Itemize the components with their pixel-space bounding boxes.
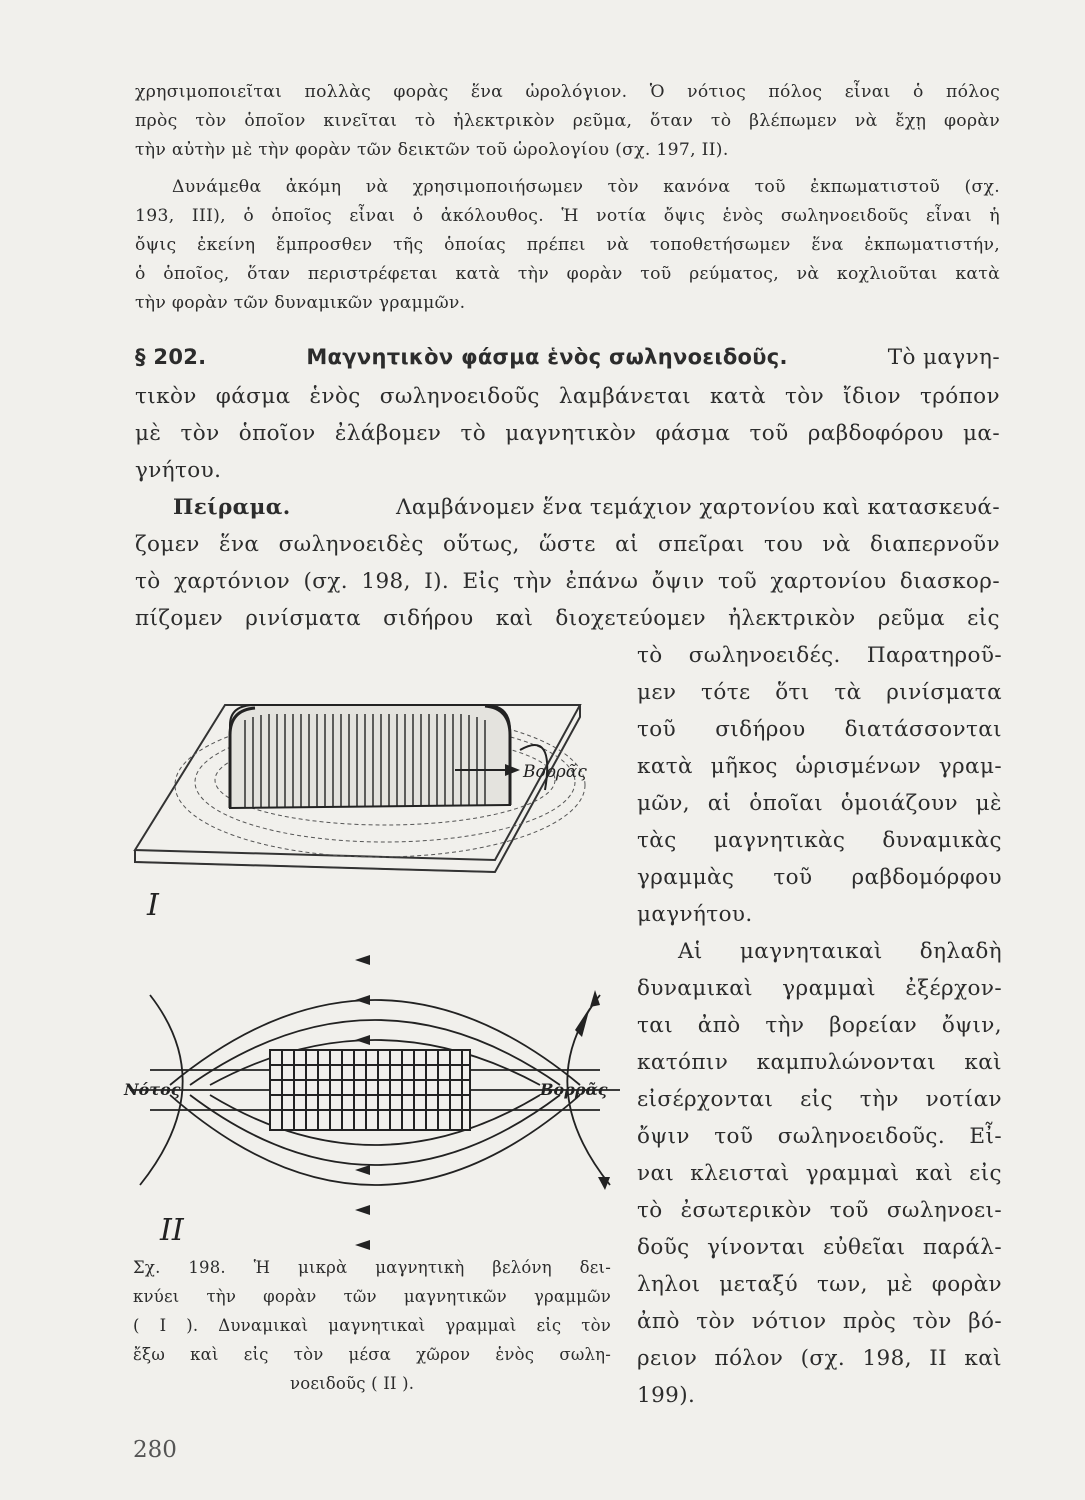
text-line: ναι κλεισταὶ γραμμαὶ καὶ εἰς bbox=[637, 1161, 1002, 1186]
text-line: τὴν αὐτὴν μὲ τὴν φορὰν τῶν δεικτῶν τοῦ ὡρολογίου (σχ. 197, II). bbox=[135, 140, 729, 160]
text-line: τὸ ἐσωτερικὸν τοῦ σωληνοει- bbox=[637, 1198, 1002, 1223]
text-line: ὁ ὁποῖος, ὅταν περιστρέφεται κατὰ τὴν φορὰν τοῦ ρεύματος, νὰ κοχλιοῦται κατὰ bbox=[135, 264, 1000, 284]
text-line: δοῦς γίνονται εὐθεῖαι παράλ- bbox=[637, 1235, 1002, 1260]
caption-line: νοειδοῦς ( II ). bbox=[290, 1374, 415, 1393]
caption-line: ἔξω καὶ εἰς τὸν μέσα χῶρον ἑνὸς σωλη- bbox=[133, 1345, 611, 1364]
text-line: γραμμὰς τοῦ ραβδομόρφου bbox=[637, 865, 1002, 890]
text-line: μαγνήτου. bbox=[637, 902, 753, 927]
experiment-first-line bbox=[173, 495, 1000, 520]
text-line: ληλοι μεταξύ των, μὲ φορὰν bbox=[637, 1272, 1002, 1297]
figure-solenoid-cardboard bbox=[125, 690, 630, 930]
section-heading-line bbox=[135, 345, 1000, 370]
text-line: Δυνάμεθα ἀκόμη νὰ χρησιμοποιήσωμεν τὸν κανόνα τοῦ ἐκπωματιστοῦ (σχ. bbox=[172, 177, 1000, 197]
text-line: ὄψιν τοῦ σωληνοειδοῦς. Εἶ- bbox=[637, 1124, 1002, 1149]
text-line: πρὸς τὸν ὁποῖον κινεῖται τὸ ἠλεκτρικὸν ρεῦμα, ὅταν τὸ βλέπωμεν νὰ ἔχῃ φορὰν bbox=[135, 111, 1000, 131]
text-line: Λαμβάνομεν ἕνα τεμάχιον χαρτονίου καὶ κατασκευά- bbox=[395, 495, 1000, 520]
text-line: δυναμικαὶ γραμμαὶ ἐξέρχον- bbox=[637, 976, 1002, 1001]
label-north-top: Βορρᾶς bbox=[523, 762, 587, 782]
text-line: τὴν φορὰν τῶν δυναμικῶν γραμμῶν. bbox=[135, 293, 466, 313]
caption-line: ( I ). Δυναμικαὶ μαγνητικαὶ γραμμαὶ εἰς τὸν bbox=[133, 1316, 611, 1335]
text-line: κατόπιν καμπυλώνονται καὶ bbox=[637, 1050, 1002, 1075]
section-title: Μαγνητικὸν φάσμα ἑνὸς σωληνοειδοῦς. bbox=[306, 345, 788, 369]
text-line: μεν τότε ὅτι τὰ ρινίσματα bbox=[637, 680, 1002, 705]
north-arrow-head bbox=[505, 764, 520, 776]
section-number: § 202. bbox=[135, 345, 207, 369]
text-line: χρησιμοποιεῖται πολλὰς φορὰς ἕνα ὡρολόγιον. Ὁ νότιος πόλος εἶναι ὁ πόλος bbox=[135, 82, 1000, 102]
text-line: πίζομεν ρινίσματα σιδήρου καὶ διοχετεύομεν ἠλεκτρικὸν ρεῦμα εἰς bbox=[135, 606, 1000, 631]
text-line: Αἱ μαγνηταικαὶ δηλαδὴ bbox=[678, 939, 1002, 964]
label-north: Βορρᾶς bbox=[540, 1080, 608, 1099]
text-line: ὄψις ἐκείνη ἔμπροσθεν τῆς ὁποίας πρέπει νὰ τοποθετήσωμεν ἕνα ἐκπωματιστήν, bbox=[135, 235, 1000, 255]
figure-field-lines bbox=[120, 955, 630, 1255]
text-line: τικὸν φάσμα ἑνὸς σωληνοειδοῦς λαμβάνεται κατὰ τὸν ἴδιον τρόπον bbox=[135, 384, 1000, 409]
solenoid-grid bbox=[270, 1050, 470, 1130]
page-number: 280 bbox=[133, 1437, 177, 1463]
text-line: τὰς μαγνητικὰς δυναμικὰς bbox=[637, 828, 1002, 853]
text-line: τοῦ σιδήρου διατάσσονται bbox=[637, 717, 1002, 742]
experiment-label: Πείραμα. bbox=[173, 495, 291, 520]
text-line: 199). bbox=[637, 1383, 696, 1408]
text-line: ἀπὸ τὸν νότιον πρὸς τὸν βό- bbox=[637, 1309, 1002, 1334]
text-line: τὸ χαρτόνιον (σχ. 198, I). Εἰς τὴν ἐπάνω ὄψιν τοῦ χαρτονίου διασκορ- bbox=[135, 569, 1000, 594]
text-line: τὸ σωληνοειδές. Παρατηροῦ- bbox=[637, 643, 1002, 668]
text-line: μῶν, αἱ ὁποῖαι ὁμοιάζουν μὲ bbox=[637, 791, 1002, 816]
text-line: εἰσέρχονται εἰς τὴν νοτίαν bbox=[637, 1087, 1002, 1112]
text-line: μὲ τὸν ὁποῖον ἐλάβομεν τὸ μαγνητικὸν φάσμα τοῦ ραβδοφόρου μα- bbox=[135, 421, 1000, 446]
text-line: κατὰ μῆκος ὡρισμένων γραμ- bbox=[637, 754, 1002, 779]
text-line: Τὸ μαγνη- bbox=[887, 345, 1000, 370]
text-line: ρειον πόλον (σχ. 198, II καὶ bbox=[637, 1346, 1002, 1371]
caption-line: κνύει τὴν φορὰν τῶν μαγνητικῶν γραμμῶν bbox=[133, 1287, 611, 1306]
solenoid-coil bbox=[230, 705, 510, 808]
text-line: γνήτου. bbox=[135, 458, 222, 483]
text-line: ται ἀπὸ τὴν βορείαν ὄψιν, bbox=[637, 1013, 1002, 1038]
text-line: 193, III), ὁ ὁποῖος εἶναι ὁ ἀκόλουθος. Ἡ νοτία ὄψις ἑνὸς σωληνοειδοῦς εἶναι ἡ bbox=[135, 206, 1000, 226]
text-line: ζομεν ἕνα σωληνοειδὲς οὕτως, ὥστε αἱ σπεῖραι του νὰ διαπερνοῦν bbox=[135, 532, 1000, 557]
figure-label-II: II bbox=[160, 1213, 184, 1248]
figure-label-I: I bbox=[147, 888, 159, 923]
label-south: Νότος bbox=[124, 1080, 181, 1099]
caption-line: Σχ. 198. Ἡ μικρὰ μαγνητικὴ βελόνη δει- bbox=[133, 1258, 611, 1277]
